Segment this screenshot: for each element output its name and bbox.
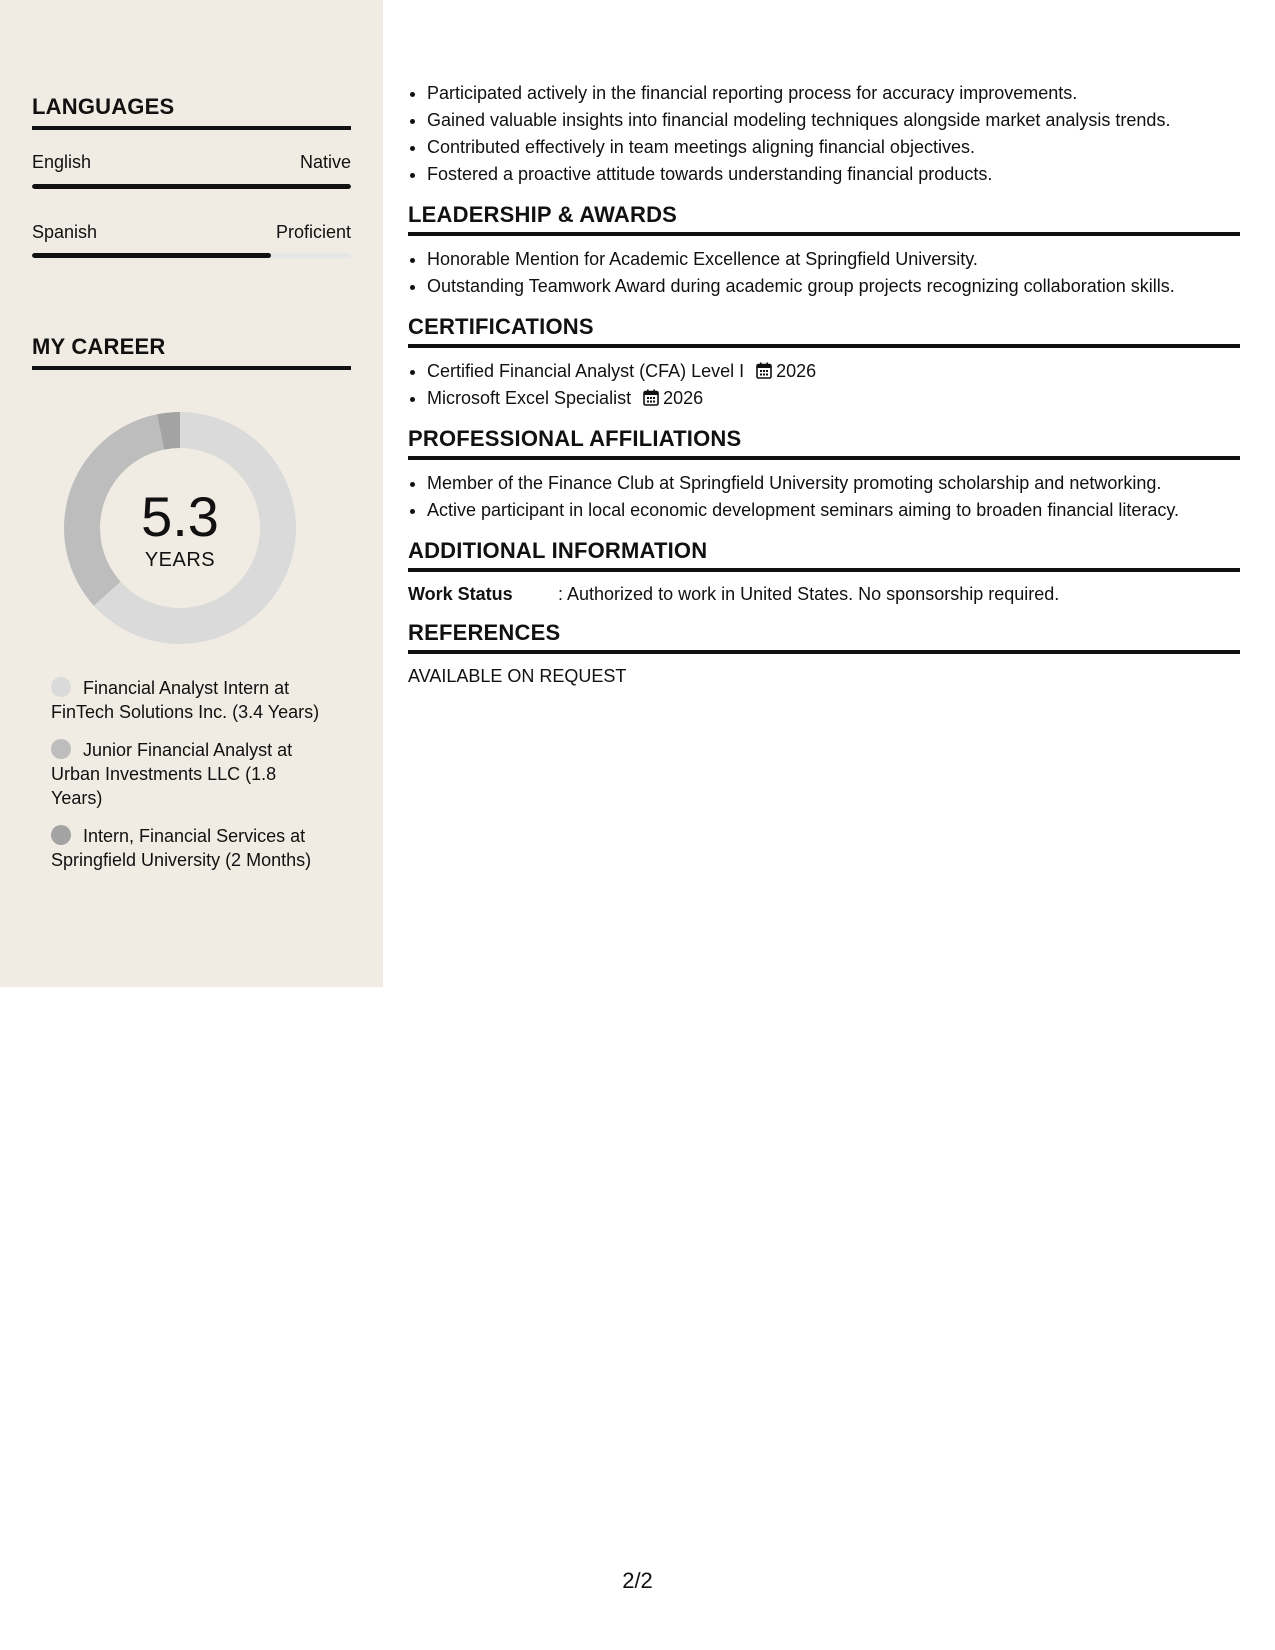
language-level: Native bbox=[299, 152, 351, 172]
experience-bullet: • Contributed effectively in team meetings aligning financial objectives. bbox=[427, 134, 1240, 161]
career-total-years: 5.3 bbox=[141, 484, 219, 548]
certification-item bbox=[427, 358, 1240, 385]
certifications-list bbox=[408, 358, 1240, 412]
language-row-spanish bbox=[32, 222, 351, 243]
experience-bullet: • Participated actively in the financial reporting process for accuracy improvements. bbox=[427, 80, 1240, 107]
sidebar bbox=[0, 0, 383, 987]
references-heading: REFERENCES bbox=[408, 620, 1240, 654]
career-legend-item bbox=[51, 676, 331, 724]
references-value: AVAILABLE ON REQUEST bbox=[408, 666, 627, 686]
language-proficiency-fill bbox=[32, 253, 271, 258]
affiliation-item: • Active participant in local economic development seminars aiming to broaden financial literacy. bbox=[427, 497, 1240, 524]
legend-dot-icon bbox=[51, 825, 71, 845]
affiliation-item: • Member of the Finance Club at Springfield University promoting scholarship and networking. bbox=[427, 470, 1240, 497]
certifications-heading: CERTIFICATIONS bbox=[408, 314, 1240, 348]
language-proficiency-fill bbox=[32, 184, 351, 189]
career-heading: MY CAREER bbox=[32, 334, 351, 370]
calendar-icon bbox=[643, 389, 659, 406]
language-name: Spanish bbox=[32, 222, 98, 242]
career-legend bbox=[51, 676, 331, 886]
affiliations-heading: PROFESSIONAL AFFILIATIONS bbox=[408, 426, 1240, 460]
legend-dot-icon bbox=[51, 739, 71, 759]
career-legend-item bbox=[51, 824, 331, 872]
language-row-english bbox=[32, 152, 351, 173]
career-legend-label: Junior Financial Analyst at Urban Investments LLC (1.8 Years) bbox=[51, 740, 293, 808]
language-proficiency-bar bbox=[32, 253, 351, 258]
languages-heading: LANGUAGES bbox=[32, 94, 351, 130]
page-number: 2/2 bbox=[622, 1568, 653, 1593]
additional-info-heading: ADDITIONAL INFORMATION bbox=[408, 538, 1240, 572]
work-status-label: Work Status bbox=[408, 584, 513, 604]
affiliations-list bbox=[408, 470, 1240, 524]
certification-year: 2026 bbox=[776, 361, 817, 381]
certification-name: Microsoft Excel Specialist bbox=[427, 388, 632, 408]
certification-name: Certified Financial Analyst (CFA) Level I bbox=[427, 361, 745, 381]
language-name: English bbox=[32, 152, 92, 172]
career-legend-item bbox=[51, 738, 331, 810]
legend-dot-icon bbox=[51, 677, 71, 697]
career-total-unit: YEARS bbox=[144, 548, 216, 571]
experience-bullets bbox=[408, 80, 1240, 188]
experience-bullet: • Gained valuable insights into financial modeling techniques alongside market analysis trends. bbox=[427, 107, 1240, 134]
career-donut-chart bbox=[64, 412, 296, 644]
leadership-heading: LEADERSHIP & AWARDS bbox=[408, 202, 1240, 236]
career-legend-label: Intern, Financial Services at Springfield University (2 Months) bbox=[51, 826, 312, 870]
leadership-item: • Honorable Mention for Academic Excellence at Springfield University. bbox=[427, 246, 1240, 273]
certification-year: 2026 bbox=[663, 388, 704, 408]
leadership-list bbox=[408, 246, 1240, 300]
career-donut-center bbox=[64, 412, 296, 644]
career-legend-label: Financial Analyst Intern at FinTech Solutions Inc. (3.4 Years) bbox=[51, 678, 320, 722]
work-status-row bbox=[408, 582, 1240, 606]
language-proficiency-bar bbox=[32, 184, 351, 189]
language-level: Proficient bbox=[275, 222, 351, 242]
calendar-icon bbox=[756, 362, 772, 379]
leadership-item: • Outstanding Teamwork Award during academic group projects recognizing collaboration skills. bbox=[427, 273, 1240, 300]
work-status-value: : Authorized to work in United States. No sponsorship required. bbox=[558, 584, 1060, 604]
main-content bbox=[408, 80, 1240, 688]
experience-bullet: • Fostered a proactive attitude towards understanding financial products. bbox=[427, 161, 1240, 188]
certification-item bbox=[427, 385, 1240, 412]
